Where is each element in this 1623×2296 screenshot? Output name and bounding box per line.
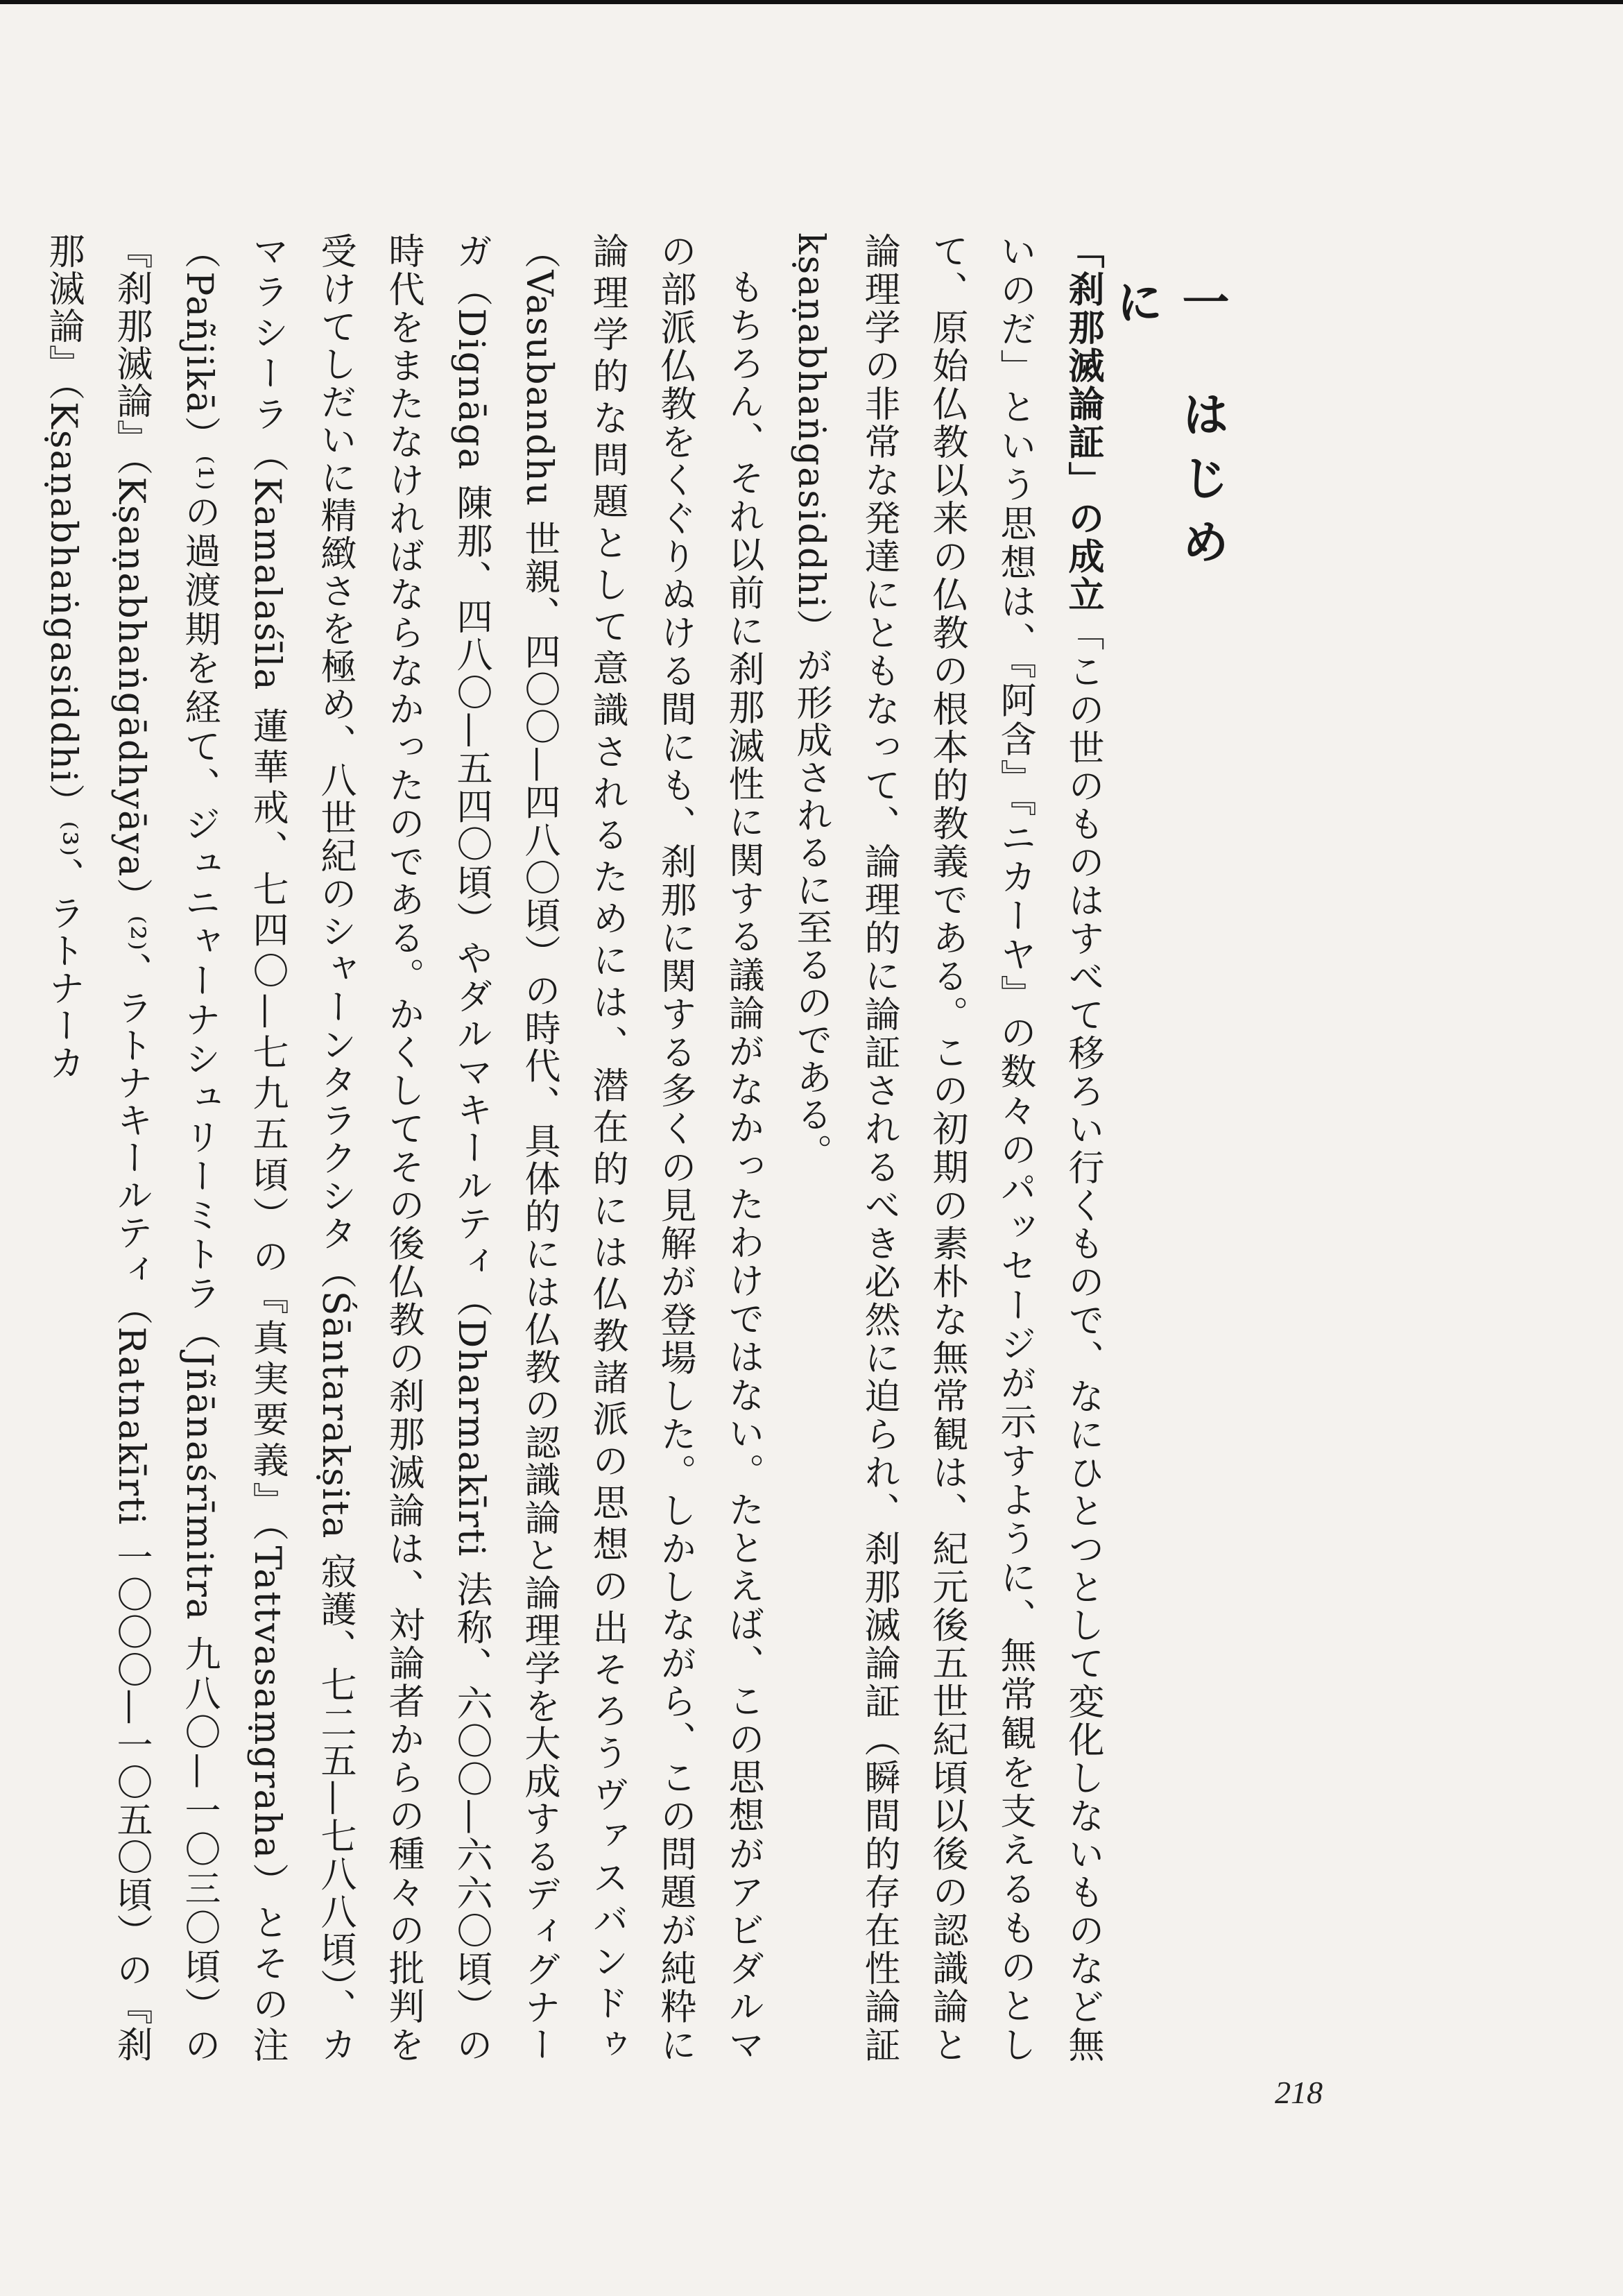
paragraph-1 — [777, 232, 1117, 2064]
body-text — [42, 232, 1117, 2064]
top-border-rule — [0, 0, 1623, 4]
paragraph-text: もちろん、それ以前に刹那滅性に関する議論がなかったわけではない。たとえば、この思想がアビダルマの部派仏教をくぐりぬける間にも、刹那に関する多くの見解が登場した。しかしながら、この問題が純粋に論理学的な問題として意識されるためには、潜在的には仏教諸派の思想の出そろうヴァスバンドゥ（Vasubandhu 世親、四〇〇—四八〇頃）の時代、具体的には仏教の認識論と論理学を大成するディグナーガ（Dignāga 陳那、四八〇—五四〇頃）やダルマキールティ（Dharmakīrti 法称、六〇〇—六六〇頃）の時代をまたなければならなかったのである。かくしてその後仏教の刹那滅論は、対論者からの種々の批判を受けてしだいに精緻さを極め、八世紀のシャーンタラクシタ（Śāntarakṣita 寂護、七二五—七八八頃）、カマラシーラ（Kamalaśīla 蓮華戒、七四〇—七九五頃）の『真実要義』（Tattvasaṃgraha）とその注（Pañjikā）⁽¹⁾の過渡期を経て、ジュニャーナシュリーミトラ（Jñānaśrīmitra 九八〇—一〇三〇頃）の『刹那滅論』（Kṣaṇabhaṅgādhyāya）⁽²⁾、ラトナキールティ（Ratnakīrti 一〇〇〇—一〇五〇頃）の『刹那滅論』（Kṣaṇabhaṅgasiddhi）⁽³⁾、ラトナーカ — [42, 232, 764, 2064]
section-title: はじめに — [1108, 277, 1230, 581]
page-number: 218 — [1275, 2075, 1323, 2110]
section-heading — [1103, 277, 1235, 597]
section-number: 一 — [1174, 277, 1230, 341]
paragraph-text: 「この世のものはすべて移ろい行くもので、なにひとつとして変化しないものなど無いのだ」という思想は、『阿含』『ニカーヤ』の数々のパッセージが示すように、無常観を支えるものとして、原始仏教以来の仏教の根本的教義である。この初期の素朴な無常観は、紀元後五世紀頃以後の認識論と論理学の非常な発達にともなって、論理的に論証されるべき必然に迫られ、刹那滅論証（瞬間的存在性論証 kṣaṇabhaṅgasiddhi）が形成されるに至るのである。 — [790, 232, 1104, 2064]
paragraph-lead: 「刹那滅論証」の成立 — [1062, 232, 1104, 614]
paragraph-2 — [29, 232, 777, 2064]
